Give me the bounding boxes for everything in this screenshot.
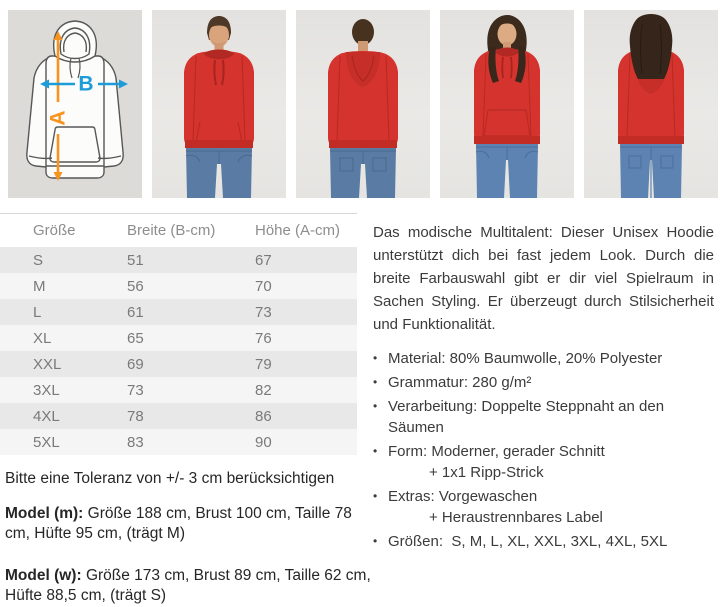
cell-hoehe: 73 <box>255 303 272 321</box>
label-b: B <box>78 72 94 96</box>
cell-size: XXL <box>33 355 62 373</box>
spec-item-grammatur <box>373 372 714 393</box>
bullet-icon <box>373 396 388 438</box>
bullet-icon <box>373 441 388 483</box>
cell-breite: 65 <box>127 329 144 347</box>
male-front-figure <box>152 10 286 198</box>
spec-item-groessen <box>373 531 714 552</box>
female-front-figure <box>440 10 574 198</box>
table-row <box>0 299 357 325</box>
cell-size: 4XL <box>33 407 60 425</box>
product-image-female-front <box>440 10 574 198</box>
size-table <box>0 213 357 455</box>
bullet-icon <box>373 348 388 369</box>
product-description <box>373 221 714 552</box>
table-row <box>0 273 357 299</box>
spec-item-form <box>373 441 714 483</box>
spec-text: Form: Moderner, gerader Schnitt <box>388 443 605 460</box>
model-w-text: Größe 173 cm, Brust 89 cm, Taille 62 cm, Hüfte 88,5 cm, (trägt S) <box>5 567 371 604</box>
col-breite: Breite (B-cm) <box>127 222 216 239</box>
bullet-icon <box>373 372 388 393</box>
cell-breite: 51 <box>127 251 144 269</box>
cell-breite: 69 <box>127 355 144 373</box>
spec-text: Grammatur: 280 g/m² <box>388 374 532 391</box>
cell-hoehe: 76 <box>255 329 272 347</box>
product-image-gallery <box>8 10 718 198</box>
spec-subtext: + Heraustrennbares Label <box>429 509 603 526</box>
product-image-female-back <box>584 10 718 198</box>
spec-item-extras <box>373 486 714 528</box>
cell-size: 5XL <box>33 433 60 451</box>
size-table-header <box>0 214 357 247</box>
model-m-text: Größe 188 cm, Brust 100 cm, Taille 78 cm, Hüfte 95 cm, (trägt M) <box>5 505 352 542</box>
cell-hoehe: 86 <box>255 407 272 425</box>
hoodie-measurement-diagram-icon <box>8 10 142 198</box>
cell-size: XL <box>33 329 52 347</box>
col-groesse: Größe <box>33 222 76 239</box>
cell-hoehe: 67 <box>255 251 272 269</box>
cell-breite: 73 <box>127 381 144 399</box>
product-image-male-back <box>296 10 430 198</box>
cell-breite: 83 <box>127 433 144 451</box>
cell-breite: 61 <box>127 303 144 321</box>
cell-size: 3XL <box>33 381 60 399</box>
product-image-male-front <box>152 10 286 198</box>
bullet-icon <box>373 486 388 528</box>
cell-size: S <box>33 251 44 269</box>
model-m-note <box>5 504 371 544</box>
spec-list <box>373 348 714 552</box>
table-row <box>0 247 357 273</box>
col-hoehe: Höhe (A-cm) <box>255 222 341 239</box>
spec-text: Verarbeitung: Doppelte Steppnaht an den Säumen <box>388 398 665 436</box>
spec-text: Material: 80% Baumwolle, 20% Polyester <box>388 350 663 367</box>
bullet-icon <box>373 531 388 552</box>
cell-hoehe: 82 <box>255 381 272 399</box>
table-row <box>0 429 357 455</box>
label-a: A <box>46 110 70 126</box>
model-m-label: Model (m): <box>5 505 84 522</box>
cell-breite: 78 <box>127 407 144 425</box>
male-back-figure <box>296 10 430 198</box>
model-w-label: Model (w): <box>5 567 82 584</box>
cell-hoehe: 90 <box>255 433 272 451</box>
table-row <box>0 377 357 403</box>
spec-text: Größen: S, M, L, XL, XXL, 3XL, 4XL, 5XL <box>388 533 668 550</box>
female-back-figure <box>584 10 718 198</box>
cell-breite: 56 <box>127 277 144 295</box>
table-row <box>0 403 357 429</box>
cell-size: L <box>33 303 42 321</box>
spec-subtext: + 1x1 Ripp-Strick <box>429 464 544 481</box>
model-w-note <box>5 566 371 606</box>
measurement-notes <box>5 469 371 606</box>
product-image-measurement-diagram <box>8 10 142 198</box>
table-row <box>0 325 357 351</box>
cell-hoehe: 70 <box>255 277 272 295</box>
hoodie-outline <box>27 21 123 178</box>
spec-item-verarbeitung <box>373 396 714 438</box>
tolerance-note: Bitte eine Toleranz von +/- 3 cm berücksichtigen <box>5 470 335 487</box>
cell-size: M <box>33 277 46 295</box>
cell-hoehe: 79 <box>255 355 272 373</box>
description-intro: Das modische Multitalent: Dieser Unisex Hoodie unterstützt dich bei fast jedem Look. Durch die breite Farbauswahl gibt er dir viel Spielraum in Sachen Styling. Er überzeugt durch Stilsicherheit und Funktionalität. <box>373 224 714 333</box>
table-row <box>0 351 357 377</box>
spec-item-material <box>373 348 714 369</box>
spec-text: Extras: Vorgewaschen <box>388 488 538 505</box>
